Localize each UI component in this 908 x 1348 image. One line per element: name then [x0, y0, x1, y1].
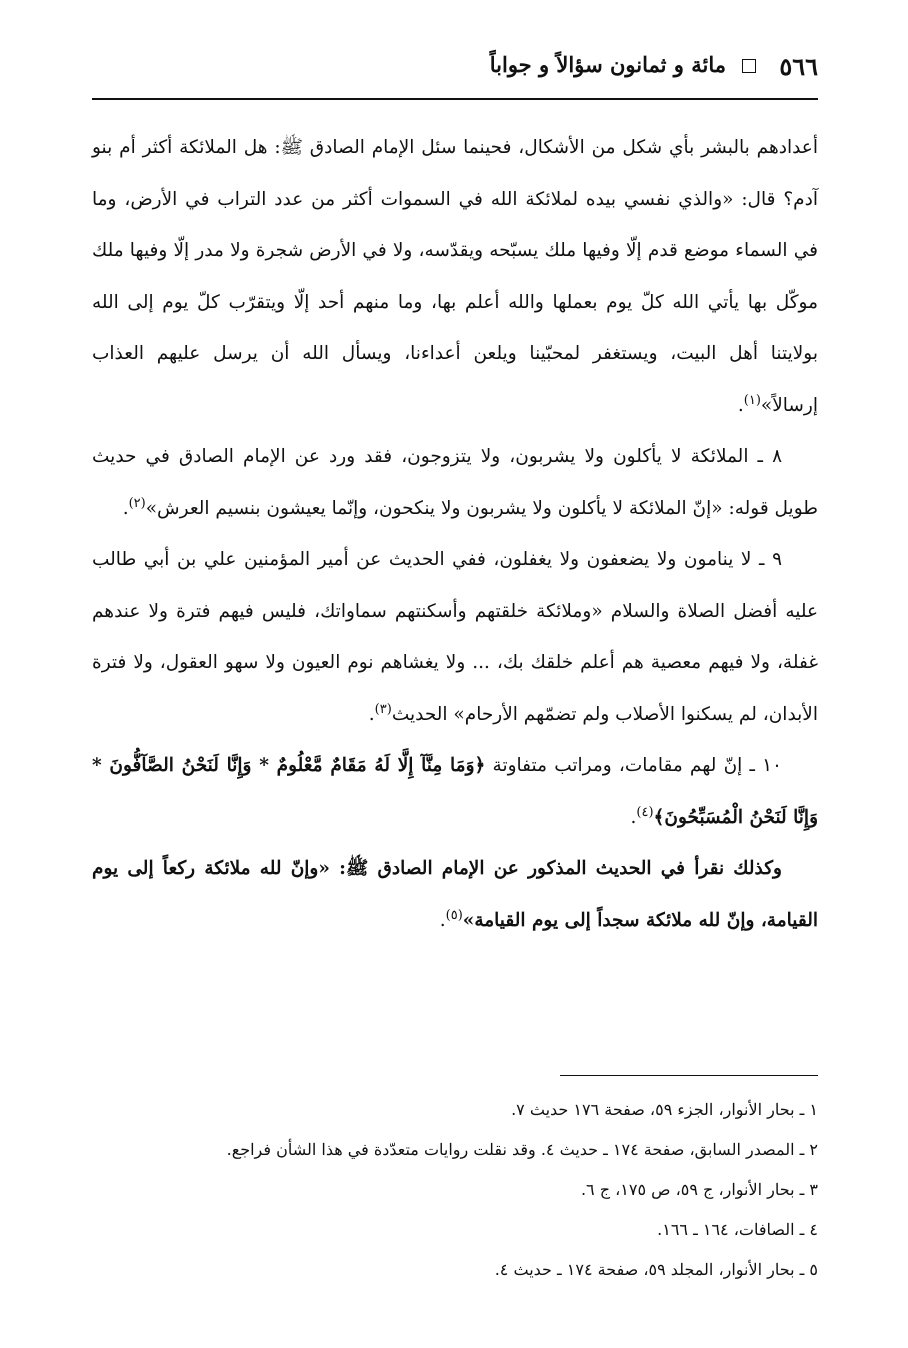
- quran-verse: ﴿وَمَا مِنَّآ إِلَّا لَهُ مَقَامٌ مَّعْلُومٌ * وَإِنَّا لَنَحْنُ الصَّآفُّونَ * وَإِنَّا لَنَحْنُ الْمُسَبِّحُونَ﴾: [92, 755, 818, 828]
- paragraph-2: ٨ ـ الملائكة لا يأكلون ولا يشربون، ولا يتزوجون، فقد ورد عن الإمام الصادق في حديث طويل قوله: «إنّ الملائكة لا يأكلون ولا يشربون ولا ينكحون، وإنّما يعيشون بنسيم العرش»$^{(٢)}$.: [92, 446, 818, 519]
- footnote-2: ٢ ـ المصدر السابق، صفحة ١٧٤ ـ حديث ٤. وقد نقلت روايات متعدّدة في هذا الشأن فراجع.: [226, 1140, 818, 1159]
- footnote-ref-3: (٣): [374, 701, 392, 717]
- footnote-5: ٥ ـ بحار الأنوار، المجلد ٥٩، صفحة ١٧٤ ـ حديث ٤.: [494, 1260, 818, 1279]
- footnote-4: ٤ ـ الصافات، ١٦٤ ـ ١٦٦.: [657, 1220, 818, 1239]
- header-square-ornament: [742, 59, 756, 73]
- paragraph-5: وكذلك نقرأ في الحديث المذكور عن الإمام الصادق ﷺ: «وإنّ لله ملائكة ركعاً إلى يوم القيامة، وإنّ لله ملائكة سجداً إلى يوم القيامة»$^{(٥)}$.: [92, 858, 818, 931]
- paragraph-3: ٩ ـ لا ينامون ولا يضعفون ولا يغفلون، ففي الحديث عن أمير المؤمنين علي بن أبي طالب عليه أفضل الصلاة والسلام «وملائكة خلقتهم وأسكنتهم سماواتك، فليس فيهم فترة ولا عندهم غفلة، ولا فيهم معصية هم أعلم خلقك بك، ... ولا يغشاهم نوم العيون ولا سهو العقول، ولا فترة الأبدان، لم يسكنوا الأصلاب ولم تضمّهم الأرحام» الحديث$^{(٣)}$.: [92, 549, 818, 725]
- paragraph-4-text: ١٠ ـ إنّ لهم مقامات، ومراتب متفاوتة: [492, 755, 782, 776]
- page-number: ٥٦٦: [779, 52, 818, 81]
- footnote-ref-4: (٤): [636, 804, 654, 820]
- footnote-3: ٣ ـ بحار الأنوار، ج ٥٩، ص ١٧٥، ج ٦.: [580, 1180, 818, 1199]
- paragraph-1: أعدادهم بالبشر بأي شكل من الأشكال، فحينما سئل الإمام الصادق ﷺ: هل الملائكة أكثر أم بنو آدم؟ قال: «والذي نفسي بيده لملائكة الله في السموات أكثر من عدد التراب في الأرض، وما في السماء موضع قدم إلّا وفيها ملك يسبّحه ويقدّسه، ولا في الأرض شجرة ولا مدر إلّا وفيها ملك موكّل بها يأتي الله كلّ يوم بعملها والله أعلم بها، وما منهم أحد إلّا ويتقرّب كلّ يوم إلى الله بولايتنا أهل البيت، ويستغفر لمحبّينا ويلعن أعداءنا، ويسأل الله أن يرسل عليهم العذاب إرسالاً»$^{(١)}$.: [92, 137, 818, 416]
- footnotes: [92, 1090, 818, 1290]
- footnote-ref-1: (١): [743, 392, 761, 408]
- book-title: مائة و ثمانون سؤالاً و جواباً: [489, 52, 726, 77]
- footnote-ref-5: (٥): [445, 907, 463, 923]
- running-header: [92, 46, 818, 86]
- footnote-separator: [560, 1075, 818, 1076]
- footnote-ref-2: (٢): [128, 495, 146, 511]
- paragraph-2-text: ٨ ـ الملائكة لا يأكلون ولا يشربون، ولا يتزوجون، فقد ورد عن الإمام الصادق في حديث طويل قوله: «إنّ الملائكة لا يأكلون ولا يشربون ولا ينكحون، وإنّما يعيشون بنسيم العرش»: [92, 446, 818, 519]
- header-rule: [92, 98, 818, 100]
- main-text: [92, 122, 818, 946]
- footnote-1: ١ ـ بحار الأنوار، الجزء ٥٩، صفحة ١٧٦ حديث ٧.: [511, 1100, 818, 1119]
- paragraph-3-text: ٩ ـ لا ينامون ولا يضعفون ولا يغفلون، ففي الحديث عن أمير المؤمنين علي بن أبي طالب عليه أفضل الصلاة والسلام «وملائكة خلقتهم وأسكنتهم سماواتك، فليس فيهم فترة ولا عندهم غفلة، ولا فيهم معصية هم أعلم خلقك بك، ... ولا يغشاهم نوم العيون ولا سهو العقول، ولا فترة الأبدان، لم يسكنوا الأصلاب ولم تضمّهم الأرحام» الحديث: [92, 549, 818, 725]
- paragraph-1-text: أعدادهم بالبشر بأي شكل من الأشكال، فحينما سئل الإمام الصادق ﷺ: هل الملائكة أكثر أم بنو آدم؟ قال: «والذي نفسي بيده لملائكة الله في السموات أكثر من عدد التراب في الأرض، وما في السماء موضع قدم إلّا وفيها ملك يسبّحه ويقدّسه، ولا في الأرض شجرة ولا مدر إلّا وفيها ملك موكّل بها يأتي الله كلّ يوم بعملها والله أعلم بها، وما منهم أحد إلّا ويتقرّب كلّ يوم إلى الله بولايتنا أهل البيت، ويستغفر لمحبّينا ويلعن أعداءنا، ويسأل الله أن يرسل عليهم العذاب إرسالاً»: [92, 137, 818, 416]
- paragraph-5-text: وكذلك نقرأ في الحديث المذكور عن الإمام الصادق ﷺ: «وإنّ لله ملائكة ركعاً إلى يوم القيامة، وإنّ لله ملائكة سجداً إلى يوم القيامة»: [92, 858, 818, 931]
- paragraph-4: ١٠ ـ إنّ لهم مقامات، ومراتب متفاوتة ﴿وَمَا مِنَّآ إِلَّا لَهُ مَقَامٌ مَّعْلُومٌ * وَإِنَّا لَنَحْنُ الصَّآفُّونَ * وَإِنَّا لَنَحْنُ الْمُسَبِّحُونَ﴾$^{(٤)}$.: [92, 755, 818, 828]
